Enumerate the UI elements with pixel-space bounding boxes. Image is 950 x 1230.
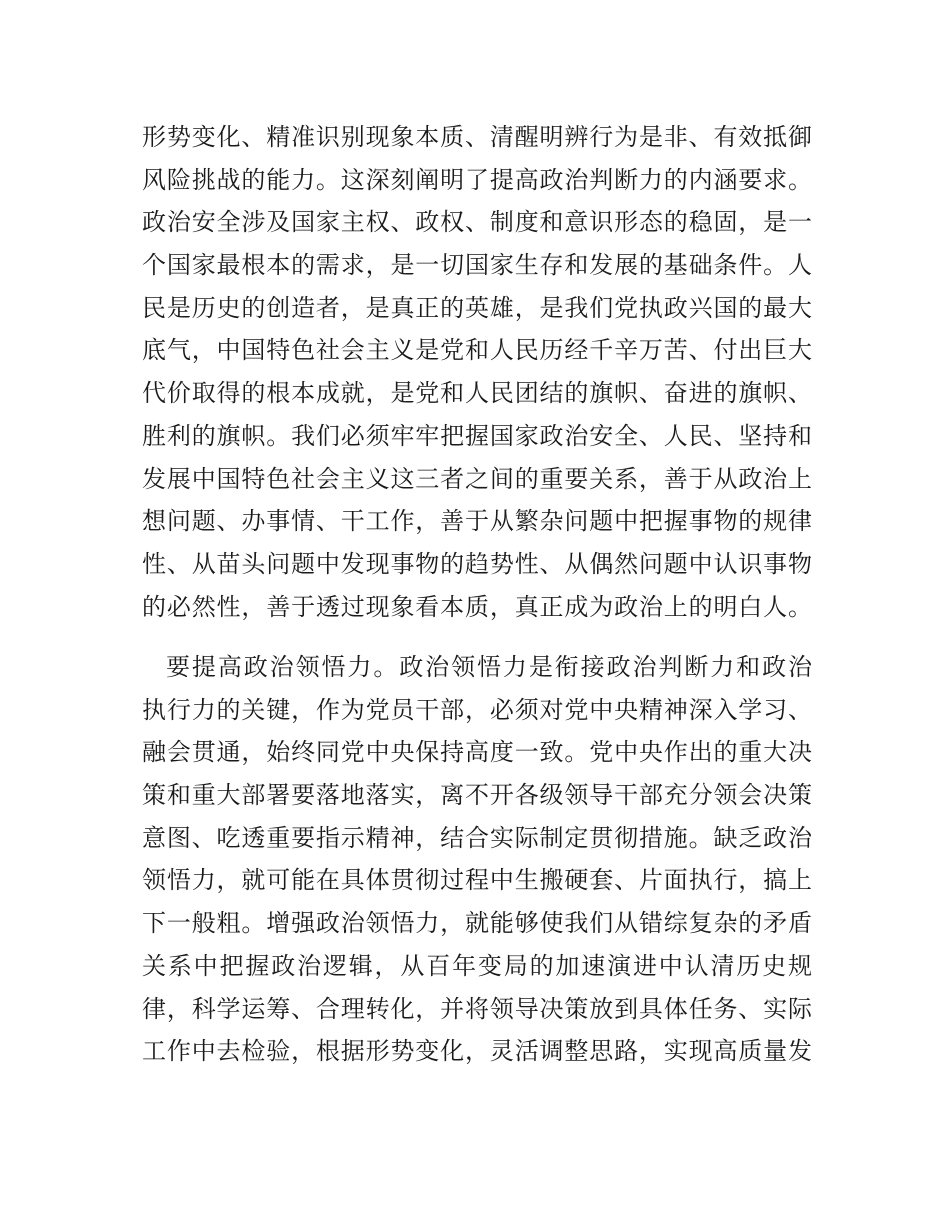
- text-line: 工作中去检验，根据形势变化，灵活调整思路，实现高质量发: [142, 1037, 812, 1066]
- text-line: 胜利的旗帜。我们必须牢牢把握国家政治安全、人民、坚持和: [142, 421, 812, 450]
- text-line: 想问题、办事情、干工作，善于从繁杂问题中把握事物的规律: [142, 507, 812, 536]
- text-line: 风险挑战的能力。这深刻阐明了提高政治判断力的内涵要求。: [142, 165, 812, 194]
- text-line: 性、从苗头问题中发现事物的趋势性、从偶然问题中认识事物: [142, 549, 812, 578]
- text-line: 政治安全涉及国家主权、政权、制度和意识形态的稳固，是一: [142, 208, 812, 237]
- text-line: 融会贯通，始终同党中央保持高度一致。党中央作出的重大决: [142, 738, 812, 767]
- text-line: 发展中国特色社会主义这三者之间的重要关系，善于从政治上: [142, 464, 812, 493]
- text-line: 领悟力，就可能在具体贯彻过程中生搬硬套、片面执行，搞上: [142, 866, 812, 895]
- text-line: 代价取得的根本成就，是党和人民团结的旗帜、奋进的旗帜、: [142, 379, 812, 408]
- text-line: 意图、吃透重要指示精神，结合实际制定贯彻措施。缺乏政治: [142, 823, 812, 852]
- paragraph-political-judgment: [142, 116, 812, 628]
- text-line: 要提高政治领悟力。政治领悟力是衔接政治判断力和政治: [166, 653, 812, 681]
- text-line: 底气，中国特色社会主义是党和人民历经千辛万苦、付出巨大: [142, 336, 812, 365]
- paragraph-political-comprehension: [142, 646, 812, 1073]
- text-line: 策和重大部署要落地落实，离不开各级领导干部充分领会决策: [142, 781, 812, 810]
- text-line: 形势变化、精准识别现象本质、清醒明辨行为是非、有效抵御: [142, 123, 812, 151]
- text-line: 律，科学运筹、合理转化，并将领导决策放到具体任务、实际: [142, 994, 812, 1023]
- text-line: 民是历史的创造者，是真正的英雄，是我们党执政兴国的最大: [142, 293, 812, 322]
- text-line: 执行力的关键，作为党员干部，必须对党中央精神深入学习、: [142, 695, 812, 724]
- text-line: 下一般粗。增强政治领悟力，就能够使我们从错综复杂的矛盾: [142, 909, 812, 938]
- text-line: 关系中把握政治逻辑，从百年变局的加速演进中认清历史规: [142, 951, 812, 980]
- text-line: 的必然性，善于透过现象看本质，真正成为政治上的明白人。: [142, 592, 812, 621]
- text-line: 个国家最根本的需求，是一切国家生存和发展的基础条件。人: [142, 251, 812, 280]
